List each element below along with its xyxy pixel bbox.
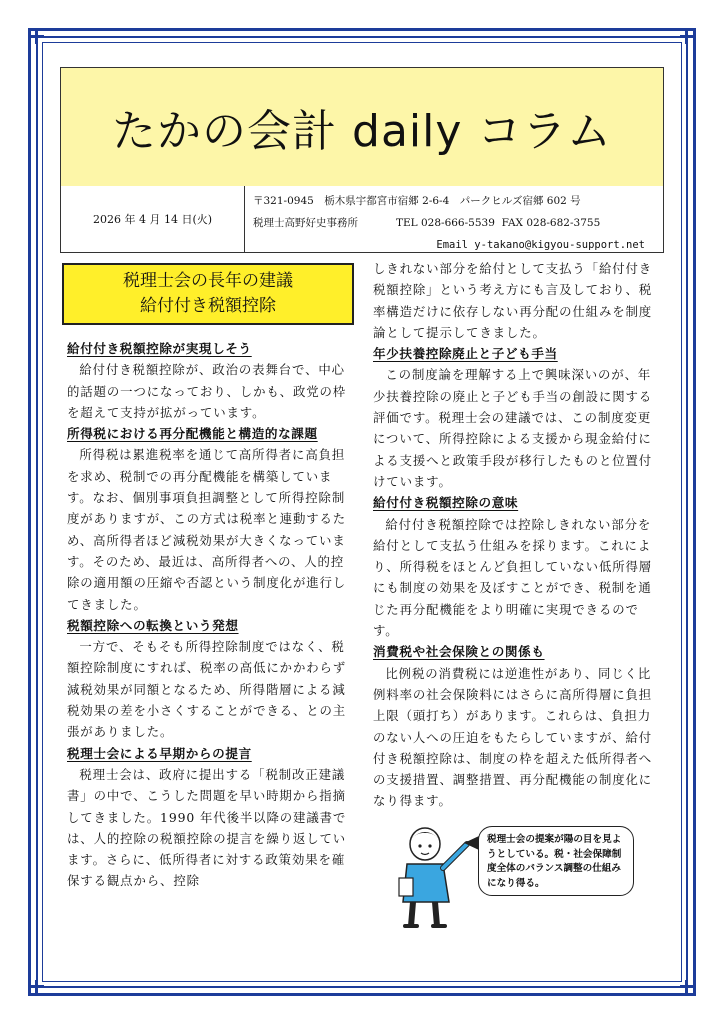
section-heading: 税額控除への転換という発想 <box>67 617 239 633</box>
article-column-left <box>67 338 355 892</box>
office-contact-row <box>253 212 663 234</box>
section-heading: 所得税における再分配機能と構造的な課題 <box>67 426 318 442</box>
office-address: 〒321-0945 栃木県宇都宮市宿郷 2-6-4 パークヒルズ宿郷 602 号 <box>253 195 581 207</box>
headline-line-2: 給付付き税額控除 <box>140 296 276 316</box>
office-contact <box>253 190 663 256</box>
callout-tail <box>464 836 479 850</box>
section-body: 比例税の消費税には逆進性があり、同じく比例料率の社会保険料にはさらに高所得層に負担上限（頭打ち）があります。これらは、負担力のない人への圧迫をもたらしていますが、給付付き税額控除は、制度の枠を超えた低所得者への支援措置、調整措置、再分配機能の制度化になり得ます。 <box>373 665 653 809</box>
section-heading: 税理士会による早期からの提言 <box>67 745 252 761</box>
section-heading: 消費税や社会保険との関係も <box>373 644 545 660</box>
section-body: 税理士会は、政府に提出する「税制改正建議書」の中で、こうした問題を早い時期から指摘してきました。1990 年代後半以降の建議書では、人的控除の税額控除の提言を繰り返しています。さらに、低所得者に対する政策効果を確保する観点から、控除 <box>67 766 347 889</box>
office-email[interactable]: Email y-takano@kigyou-support.net <box>436 239 645 251</box>
corner-ornament-icon <box>680 980 694 994</box>
office-fax: FAX 028-682-3755 <box>501 217 601 229</box>
section-body-continued: しきれない部分を給付として支払う「給付付き税額控除」という考え方にも言及しており、税率構造だけに依存しない再分配の仕組みを制度論として提示してきました。 <box>373 261 653 340</box>
section-heading: 年少扶養控除廃止と子ども手当 <box>373 346 558 362</box>
speech-callout: 税理士会の提案が陽の目を見ようとしている。税・社会保障制度全体のバランス調整の仕組みになり得る。 <box>478 826 634 896</box>
section-body: この制度論を理解する上で興味深いのが、年少扶養控除の廃止と子ども手当の創設に関する評価です。税理士会の建議では、この制度変更について、所得控除による支援から現金給付による支援へと政策手段が移行したものと位置付けています。 <box>373 367 653 489</box>
masthead <box>60 67 664 187</box>
section-heading: 給付付き税額控除が実現しそう <box>67 341 252 356</box>
corner-ornament-icon <box>30 980 44 994</box>
office-tel: TEL 028-666-5539 <box>396 217 495 229</box>
corner-ornament-icon <box>680 30 694 44</box>
article-headline <box>62 263 354 325</box>
presenter-figure-icon <box>395 822 475 932</box>
office-name: 税理士高野好史事務所 <box>253 217 358 229</box>
section-body: 一方で、そもそも所得控除制度ではなく、税額控除制度にすれば、税率の高低にかかわらず減税効果が同額となるため、所得階層による減税効果の差を小さくすることができる、との主張がありました。 <box>67 639 347 740</box>
section-body: 所得税は累進税率を通じて高所得者に高負担を求め、税制での再分配機能を構築しています。なお、個別事項負担調整として所得控除制度がありますが、この方式は税率と連動するため、高所得者ほど減税効果が大きくなっています。そのため、最近は、高所得者への、人的控除の適用額の圧縮や否認という制度化が進行してきました。 <box>67 447 347 612</box>
info-bar <box>60 186 664 253</box>
article-column-right <box>373 258 661 812</box>
headline-line-1: 税理士会の長年の建議 <box>123 271 293 291</box>
section-heading: 給付付き税額控除の意味 <box>373 495 519 511</box>
section-body: 給付付き税額控除が、政治の表舞台で、中心的話題の一つになっており、しかも、政党の枠を超えて支持が拡がっています。 <box>67 362 347 420</box>
corner-ornament-icon <box>30 30 44 44</box>
section-body: 給付付き税額控除では控除しきれない部分を給付として支払う仕組みを採ります。これにより、所得税をほとんど負担していない低所得層にも制度の効果を及ぼすことができ、税制を通じた再分配機能をより明確に実現できるのです。 <box>373 516 653 639</box>
masthead-title: たかの会計 daily コラム <box>112 106 612 157</box>
issue-date: 2026 年 4 月 14 日(火) <box>61 186 245 252</box>
